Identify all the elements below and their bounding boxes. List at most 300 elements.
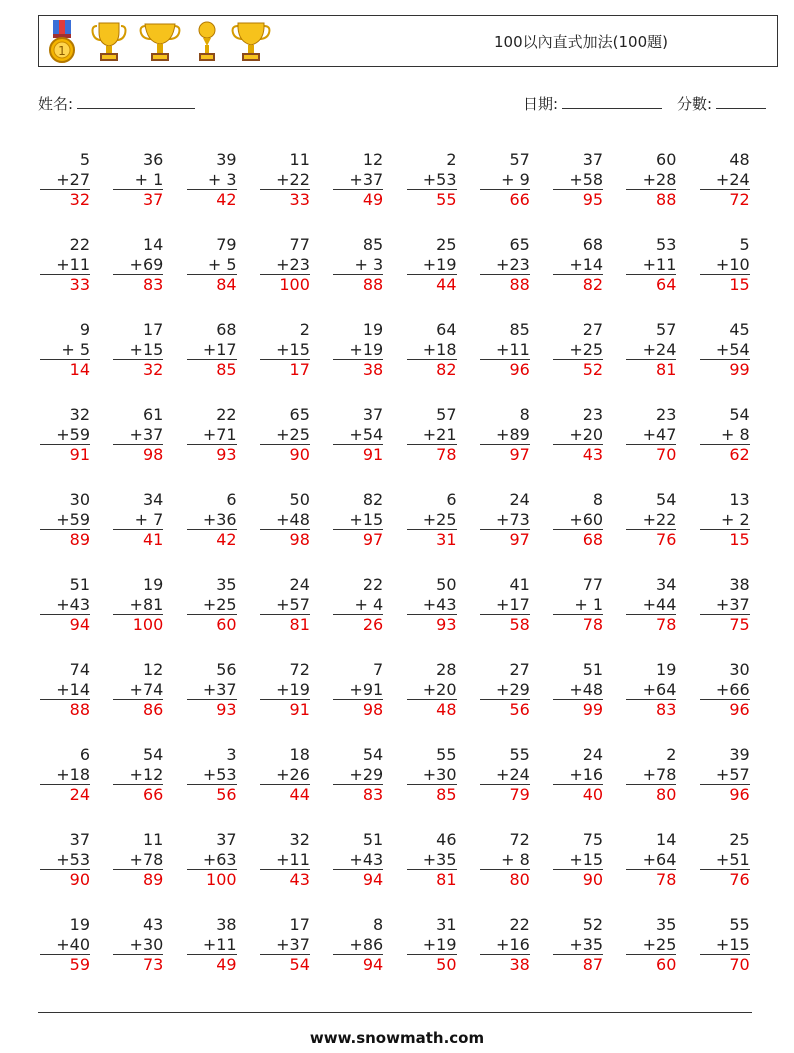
- addend-top: 39: [216, 150, 237, 169]
- addend-top: 74: [69, 660, 90, 679]
- addend-top: 85: [509, 320, 530, 339]
- answer: 93: [187, 444, 237, 465]
- addend-top: 11: [289, 150, 310, 169]
- problem-2-7: [472, 235, 530, 295]
- problem-4-1: [32, 405, 90, 465]
- answer: 91: [333, 444, 383, 465]
- problem-1-1: [32, 150, 90, 210]
- problem-7-10: [692, 660, 750, 720]
- score-field: [677, 93, 766, 114]
- addend-bottom: +11: [56, 254, 90, 274]
- addend-top: 57: [436, 405, 457, 424]
- answer: 97: [480, 529, 530, 550]
- addend-top: 38: [729, 575, 750, 594]
- addend-top: 17: [142, 320, 164, 339]
- addend-bottom: +69: [129, 254, 164, 274]
- addend-bottom: +63: [202, 849, 237, 869]
- addend-top: 38: [216, 915, 237, 934]
- problem-9-1: [32, 830, 90, 890]
- addend-top: 6: [226, 490, 237, 509]
- addend-top: 72: [289, 660, 310, 679]
- problem-4-7: [472, 405, 530, 465]
- answer: 32: [113, 359, 163, 380]
- answer: 96: [480, 359, 530, 380]
- problem-9-3: [179, 830, 237, 890]
- answer: 43: [553, 444, 603, 465]
- addend-bottom: +24: [715, 169, 750, 189]
- addend-bottom: + 4: [354, 594, 384, 614]
- addend-top: 60: [656, 150, 677, 169]
- addend-top: 24: [289, 575, 310, 594]
- addend-top: 53: [656, 235, 677, 254]
- answer: 42: [187, 529, 237, 550]
- answer: 85: [407, 784, 457, 805]
- addend-top: 12: [362, 150, 384, 169]
- answer: 72: [700, 189, 750, 210]
- problem-2-8: [545, 235, 603, 295]
- problem-7-5: [325, 660, 383, 720]
- problem-3-5: [325, 320, 383, 380]
- addend-bottom: +59: [56, 424, 90, 444]
- answer: 96: [700, 784, 750, 805]
- addend-top: 79: [216, 235, 237, 254]
- addend-bottom: +47: [642, 424, 677, 444]
- addend-bottom: + 8: [501, 849, 530, 869]
- answer: 26: [333, 614, 383, 635]
- addend-bottom: + 2: [721, 509, 750, 529]
- addend-bottom: +43: [56, 594, 90, 614]
- answer: 59: [40, 954, 90, 975]
- answer: 91: [260, 699, 310, 720]
- problem-1-7: [472, 150, 530, 210]
- problem-8-2: [105, 745, 163, 805]
- addend-top: 77: [289, 235, 310, 254]
- addend-bottom: +37: [129, 424, 164, 444]
- answer: 94: [333, 954, 383, 975]
- addend-bottom: +15: [349, 509, 384, 529]
- problem-4-2: [105, 405, 163, 465]
- problem-9-2: [105, 830, 163, 890]
- header-box: [38, 15, 778, 67]
- addend-top: 54: [362, 745, 384, 764]
- date-line[interactable]: [562, 93, 662, 109]
- addend-bottom: +53: [56, 849, 90, 869]
- addend-bottom: + 5: [207, 254, 237, 274]
- addend-bottom: +11: [202, 934, 237, 954]
- problem-1-5: [325, 150, 383, 210]
- answer: 73: [113, 954, 163, 975]
- addend-top: 8: [592, 490, 604, 509]
- problem-8-6: [399, 745, 457, 805]
- addend-bottom: +48: [276, 509, 310, 529]
- addend-bottom: +29: [496, 679, 530, 699]
- addend-bottom: +19: [422, 254, 457, 274]
- problem-6-4: [252, 575, 310, 635]
- problem-10-3: [179, 915, 237, 975]
- addend-top: 37: [362, 405, 384, 424]
- answer: 24: [40, 784, 90, 805]
- addend-top: 56: [216, 660, 237, 679]
- addend-bottom: +18: [56, 764, 90, 784]
- answer: 88: [40, 699, 90, 720]
- addend-top: 82: [362, 490, 384, 509]
- addend-bottom: +20: [422, 679, 457, 699]
- problem-3-7: [472, 320, 530, 380]
- problem-10-6: [399, 915, 457, 975]
- answer: 98: [260, 529, 310, 550]
- addend-bottom: +18: [422, 339, 457, 359]
- addend-top: 14: [142, 235, 164, 254]
- problem-2-1: [32, 235, 90, 295]
- problem-2-6: [399, 235, 457, 295]
- addend-bottom: +53: [202, 764, 237, 784]
- addend-top: 14: [656, 830, 677, 849]
- problem-2-5: [325, 235, 383, 295]
- addend-top: 27: [509, 660, 530, 679]
- addend-bottom: + 5: [61, 339, 90, 359]
- addend-top: 32: [69, 405, 90, 424]
- addend-bottom: +59: [56, 509, 90, 529]
- addend-top: 31: [436, 915, 457, 934]
- problem-3-10: [692, 320, 750, 380]
- problem-9-10: [692, 830, 750, 890]
- problem-2-2: [105, 235, 163, 295]
- addend-top: 19: [656, 660, 677, 679]
- addend-top: 22: [362, 575, 384, 594]
- addend-bottom: +12: [129, 764, 164, 784]
- answer: 50: [407, 954, 457, 975]
- answer: 94: [333, 869, 383, 890]
- answer: 43: [260, 869, 310, 890]
- addend-bottom: +37: [276, 934, 310, 954]
- addend-top: 24: [582, 745, 604, 764]
- addend-top: 45: [729, 320, 750, 339]
- addend-bottom: +24: [496, 764, 530, 784]
- problem-9-7: [472, 830, 530, 890]
- addend-top: 43: [142, 915, 164, 934]
- addend-top: 46: [436, 830, 457, 849]
- addend-top: 35: [216, 575, 237, 594]
- answer: 31: [407, 529, 457, 550]
- addend-bottom: +23: [496, 254, 530, 274]
- answer: 96: [700, 699, 750, 720]
- addend-bottom: +25: [642, 934, 677, 954]
- addend-top: 51: [362, 830, 384, 849]
- problem-9-8: [545, 830, 603, 890]
- answer: 89: [40, 529, 90, 550]
- addend-bottom: +28: [642, 169, 677, 189]
- problem-3-6: [399, 320, 457, 380]
- addend-bottom: + 9: [501, 169, 530, 189]
- date-label: 日期:: [523, 95, 559, 113]
- answer: 90: [260, 444, 310, 465]
- answer: 83: [333, 784, 383, 805]
- addend-top: 3: [226, 745, 237, 764]
- problem-4-4: [252, 405, 310, 465]
- addend-bottom: +81: [129, 594, 164, 614]
- addend-bottom: +11: [496, 339, 530, 359]
- addend-bottom: +25: [569, 339, 604, 359]
- answer: 49: [187, 954, 237, 975]
- addend-bottom: +10: [715, 254, 750, 274]
- answer: 76: [700, 869, 750, 890]
- answer: 88: [480, 274, 530, 295]
- addend-top: 52: [582, 915, 604, 934]
- problem-1-8: [545, 150, 603, 210]
- answer: 44: [407, 274, 457, 295]
- addend-top: 18: [289, 745, 310, 764]
- addend-top: 68: [582, 235, 604, 254]
- addend-bottom: +16: [569, 764, 604, 784]
- answer: 68: [553, 529, 603, 550]
- addend-top: 25: [436, 235, 457, 254]
- answer: 80: [626, 784, 676, 805]
- problem-6-1: [32, 575, 90, 635]
- problem-2-9: [618, 235, 676, 295]
- answer: 32: [40, 189, 90, 210]
- footer-divider: [38, 1012, 752, 1013]
- addend-top: 7: [373, 660, 384, 679]
- addend-top: 37: [216, 830, 237, 849]
- addend-top: 65: [289, 405, 310, 424]
- addend-bottom: +37: [202, 679, 237, 699]
- answer: 86: [113, 699, 163, 720]
- addend-top: 5: [79, 150, 90, 169]
- answer: 15: [700, 274, 750, 295]
- answer: 82: [407, 359, 457, 380]
- trophy-icon: [195, 20, 219, 64]
- addend-bottom: +25: [202, 594, 237, 614]
- answer: 58: [480, 614, 530, 635]
- addend-top: 48: [729, 150, 750, 169]
- addend-bottom: +37: [715, 594, 750, 614]
- addend-bottom: +19: [349, 339, 384, 359]
- answer: 98: [113, 444, 163, 465]
- addend-top: 23: [656, 405, 677, 424]
- addend-bottom: +43: [349, 849, 384, 869]
- problem-8-10: [692, 745, 750, 805]
- addend-bottom: +57: [276, 594, 310, 614]
- addend-top: 27: [582, 320, 604, 339]
- addend-top: 41: [509, 575, 530, 594]
- addend-top: 55: [729, 915, 750, 934]
- name-line[interactable]: [77, 93, 195, 109]
- addend-top: 55: [509, 745, 530, 764]
- problem-3-1: [32, 320, 90, 380]
- addend-top: 54: [142, 745, 164, 764]
- problem-7-2: [105, 660, 163, 720]
- problem-10-2: [105, 915, 163, 975]
- addend-bottom: +66: [715, 679, 750, 699]
- addend-bottom: +51: [715, 849, 750, 869]
- addend-bottom: +48: [569, 679, 604, 699]
- addend-bottom: +36: [202, 509, 237, 529]
- addend-top: 64: [436, 320, 457, 339]
- problem-5-7: [472, 490, 530, 550]
- problem-8-8: [545, 745, 603, 805]
- problem-6-9: [618, 575, 676, 635]
- addend-top: 55: [436, 745, 457, 764]
- addend-bottom: +25: [276, 424, 310, 444]
- problem-1-3: [179, 150, 237, 210]
- answer: 60: [626, 954, 676, 975]
- answer: 56: [480, 699, 530, 720]
- problem-9-6: [399, 830, 457, 890]
- problem-4-8: [545, 405, 603, 465]
- answer: 95: [553, 189, 603, 210]
- answer: 89: [113, 869, 163, 890]
- addend-top: 34: [656, 575, 677, 594]
- addend-top: 54: [656, 490, 677, 509]
- addend-top: 61: [142, 405, 164, 424]
- trophy-icon: [231, 20, 271, 64]
- problem-7-8: [545, 660, 603, 720]
- answer: 94: [40, 614, 90, 635]
- problem-6-2: [105, 575, 163, 635]
- addend-top: 19: [142, 575, 164, 594]
- trophy-icon: [91, 20, 127, 64]
- addend-bottom: +20: [569, 424, 604, 444]
- answer: 17: [260, 359, 310, 380]
- problem-1-2: [105, 150, 163, 210]
- addend-bottom: + 1: [134, 169, 164, 189]
- problem-3-4: [252, 320, 310, 380]
- answer: 52: [553, 359, 603, 380]
- addend-top: 51: [69, 575, 90, 594]
- answer: 40: [553, 784, 603, 805]
- svg-text:1: 1: [58, 44, 66, 58]
- answer: 78: [626, 869, 676, 890]
- addend-top: 22: [509, 915, 530, 934]
- problem-7-7: [472, 660, 530, 720]
- problem-5-9: [618, 490, 676, 550]
- addend-bottom: + 3: [354, 254, 384, 274]
- problem-8-7: [472, 745, 530, 805]
- answer: 90: [40, 869, 90, 890]
- answer: 76: [626, 529, 676, 550]
- score-label: 分數:: [677, 95, 713, 113]
- addend-top: 57: [509, 150, 530, 169]
- addend-bottom: +78: [642, 764, 677, 784]
- score-line[interactable]: [716, 93, 766, 109]
- problem-2-3: [179, 235, 237, 295]
- trophy-icon: [139, 20, 181, 64]
- problem-6-3: [179, 575, 237, 635]
- problem-10-9: [618, 915, 676, 975]
- medal-icon: [47, 20, 77, 64]
- problem-10-10: [692, 915, 750, 975]
- answer: 91: [40, 444, 90, 465]
- addend-bottom: +30: [422, 764, 457, 784]
- answer: 56: [187, 784, 237, 805]
- addend-bottom: +78: [129, 849, 164, 869]
- answer: 14: [40, 359, 90, 380]
- addend-bottom: +21: [422, 424, 457, 444]
- answer: 55: [407, 189, 457, 210]
- problem-3-2: [105, 320, 163, 380]
- addend-top: 19: [69, 915, 90, 934]
- problem-3-9: [618, 320, 676, 380]
- addend-bottom: +91: [349, 679, 384, 699]
- addend-bottom: +29: [349, 764, 384, 784]
- answer: 38: [333, 359, 383, 380]
- addend-bottom: +11: [276, 849, 310, 869]
- answer: 83: [113, 274, 163, 295]
- addend-top: 23: [582, 405, 604, 424]
- problem-7-3: [179, 660, 237, 720]
- problem-4-5: [325, 405, 383, 465]
- addend-top: 19: [362, 320, 384, 339]
- addend-top: 65: [509, 235, 530, 254]
- answer: 81: [626, 359, 676, 380]
- addend-bottom: +71: [202, 424, 237, 444]
- answer: 100: [260, 274, 310, 295]
- problem-6-8: [545, 575, 603, 635]
- problem-8-1: [32, 745, 90, 805]
- problem-10-5: [325, 915, 383, 975]
- answer: 70: [700, 954, 750, 975]
- problem-7-6: [399, 660, 457, 720]
- addend-bottom: +17: [202, 339, 237, 359]
- addend-top: 37: [582, 150, 604, 169]
- addend-bottom: +74: [129, 679, 164, 699]
- answer: 54: [260, 954, 310, 975]
- addend-bottom: +14: [569, 254, 604, 274]
- addend-bottom: +15: [715, 934, 750, 954]
- answer: 83: [626, 699, 676, 720]
- addend-bottom: +54: [715, 339, 750, 359]
- problem-3-3: [179, 320, 237, 380]
- addend-top: 6: [446, 490, 457, 509]
- addend-top: 68: [216, 320, 237, 339]
- name-label: 姓名:: [38, 95, 74, 113]
- problem-8-3: [179, 745, 237, 805]
- problem-5-8: [545, 490, 603, 550]
- addend-top: 13: [729, 490, 750, 509]
- addend-bottom: +86: [349, 934, 384, 954]
- answer: 78: [626, 614, 676, 635]
- problem-7-1: [32, 660, 90, 720]
- answer: 15: [700, 529, 750, 550]
- addend-top: 28: [436, 660, 457, 679]
- problem-8-5: [325, 745, 383, 805]
- addend-top: 50: [436, 575, 457, 594]
- problem-6-5: [325, 575, 383, 635]
- problem-1-4: [252, 150, 310, 210]
- addend-bottom: + 8: [721, 424, 750, 444]
- answer: 99: [553, 699, 603, 720]
- answer: 100: [187, 869, 237, 890]
- addend-bottom: +22: [276, 169, 310, 189]
- addend-top: 51: [582, 660, 604, 679]
- addend-top: 77: [582, 575, 604, 594]
- addend-top: 6: [79, 745, 90, 764]
- addend-bottom: +60: [569, 509, 604, 529]
- addend-top: 35: [656, 915, 677, 934]
- addend-bottom: +64: [642, 679, 677, 699]
- addend-bottom: +15: [569, 849, 604, 869]
- date-field: [523, 93, 662, 114]
- addend-bottom: +57: [715, 764, 750, 784]
- answer: 70: [626, 444, 676, 465]
- addend-bottom: +27: [56, 169, 90, 189]
- addend-bottom: +54: [349, 424, 384, 444]
- problem-5-10: [692, 490, 750, 550]
- problem-8-4: [252, 745, 310, 805]
- addend-bottom: + 3: [207, 169, 237, 189]
- problem-9-4: [252, 830, 310, 890]
- problem-8-9: [618, 745, 676, 805]
